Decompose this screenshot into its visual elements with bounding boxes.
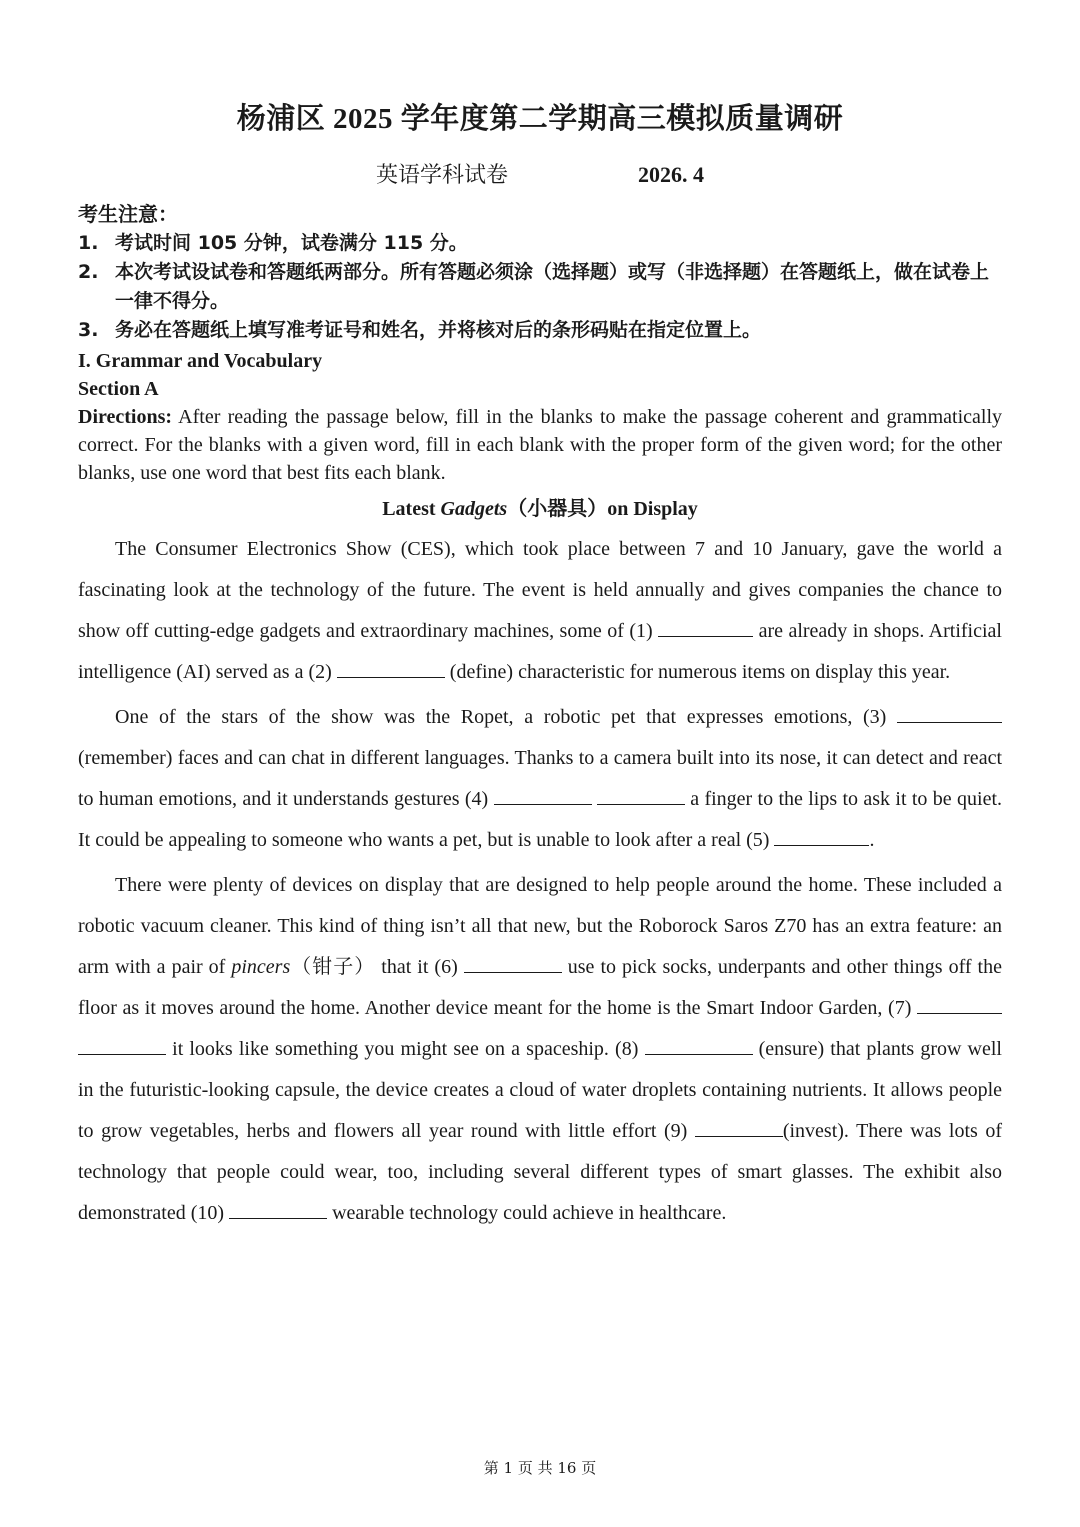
note-number: 3.: [78, 319, 99, 341]
para-text: (ensure) that plants grow well in the futuristic-looking capsule, the device creates a cloud of water droplets containing nutrients. It allows people to grow vegetables, herbs and flowers all year round with little effort (9): [78, 1038, 1002, 1142]
blank-4b[interactable]: [597, 786, 685, 805]
passage-title-post: （小器具）on Display: [507, 498, 698, 520]
para-text: (remember) faces and can chat in different languages. Thanks to a camera built into its nose, it can detect and react to human emotions, and it understands gestures (4): [78, 747, 1002, 810]
note-item: [78, 316, 1002, 345]
para-italic: pincers: [231, 956, 291, 978]
blank-7a[interactable]: [917, 995, 1002, 1014]
blank-6[interactable]: [464, 954, 562, 973]
passage-paragraph-3: [78, 865, 1002, 1234]
page-footer: 第 1 页 共 16 页: [483, 1459, 597, 1477]
blank-1[interactable]: [658, 618, 753, 637]
blank-8[interactable]: [645, 1036, 753, 1055]
note-text: 考试时间 105 分钟，试卷满分 115 分。: [115, 232, 468, 254]
blank-10[interactable]: [229, 1200, 327, 1219]
part-title: I. Grammar and Vocabulary: [78, 350, 323, 372]
para-text: (invest). There was lots of technology that people could wear, too, including several different types of smart glasses. The exhibit also demonstrated (10): [78, 1120, 1002, 1224]
para-text: There were plenty of devices on display that are designed to help people around the home. These included a robotic vacuum cleaner. This kind of thing isn’t all that new, but the Roborock Saros Z70 has an extra feature: an arm with a pair of: [78, 874, 1002, 978]
passage-paragraph-1: [78, 529, 1002, 693]
passage-title-italic: Gadgets: [440, 498, 508, 520]
para-text: use to pick socks, underpants and other things off the floor as it moves around the home. Another device meant for the home is the Smart Indoor Garden, (7): [78, 956, 1002, 1019]
note-text: 务必在答题纸上填写准考证号和姓名，并将核对后的条形码贴在指定位置上。: [115, 319, 762, 341]
blank-2[interactable]: [337, 659, 445, 678]
note-text: 本次考试设试卷和答题纸两部分。所有答题必须涂（选择题）或写（非选择题）在答题纸上，做在试卷上一律不得分。: [115, 261, 990, 312]
blank-5[interactable]: [774, 827, 869, 846]
note-item: [78, 229, 1002, 258]
blank-4a[interactable]: [494, 786, 592, 805]
para-text: it looks like something you might see on a spaceship. (8): [166, 1038, 645, 1060]
passage-paragraph-2: [78, 697, 1002, 861]
notes-heading: 考生注意：: [78, 202, 178, 226]
para-text: (define) characteristic for numerous items on display this year.: [444, 661, 951, 683]
para-text: （钳子） that it (6): [290, 956, 464, 978]
passage-title: [78, 495, 1002, 523]
note-item: [78, 258, 1002, 316]
passage-title-pre: Latest: [382, 498, 441, 520]
exam-date: 2026. 4: [638, 162, 704, 187]
note-number: 1.: [78, 232, 99, 254]
directions-label: Directions:: [78, 406, 173, 428]
para-text: One of the stars of the show was the Ropet, a robotic pet that expresses emotions, (3): [115, 706, 897, 728]
para-text: a finger to the lips to ask it to be quiet. It could be appealing to someone who wants a pet, but is unable to look after a real (5): [78, 788, 1002, 851]
directions-text: After reading the passage below, fill in the blanks to make the passage coherent and grammatically correct. For the blanks with a given word, fill in each blank with the proper form of the given word; for the other blanks, use one word that best fits each blank.: [78, 406, 1002, 484]
note-number: 2.: [78, 261, 99, 283]
exam-title: 杨浦区 2025 学年度第二学期高三模拟质量调研: [236, 103, 844, 135]
exam-subtitle: [0, 158, 1080, 189]
para-text: are already in shops. Artificial intelligence (AI) served as a (2): [78, 620, 1002, 683]
blank-3[interactable]: [897, 704, 1002, 723]
blank-7b[interactable]: [78, 1036, 166, 1055]
directions: [78, 403, 1002, 487]
para-text: The Consumer Electronics Show (CES), which took place between 7 and 10 January, gave the world a fascinating look at the technology of the future. The event is held annually and gives companies the chance to show off cutting-edge gadgets and extraordinary machines, some of (1): [78, 538, 1002, 642]
para-text: .: [869, 829, 875, 851]
para-text: wearable technology could achieve in healthcare.: [327, 1202, 727, 1224]
section-title: Section A: [78, 378, 159, 400]
blank-9[interactable]: [695, 1118, 783, 1137]
exam-content: [78, 200, 1002, 1238]
subject-label: 英语学科试卷: [375, 162, 508, 187]
